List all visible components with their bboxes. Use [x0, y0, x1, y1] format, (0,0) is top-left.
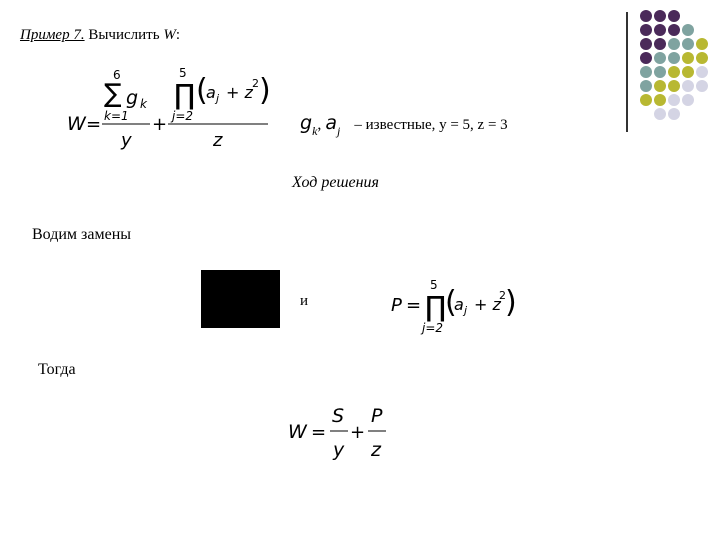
decor-dot: [654, 10, 666, 22]
decor-dot: [640, 94, 652, 106]
formula-p-prod-lower: j=2: [422, 321, 444, 335]
decor-dot: [654, 52, 666, 64]
formula-p-prod-upper: 5: [430, 278, 438, 292]
z-term: + z: [226, 83, 253, 102]
target-variable: W: [163, 27, 176, 43]
formula-p-close-paren: ): [505, 285, 517, 320]
decor-dot: [654, 38, 666, 50]
decor-dot: [682, 80, 694, 92]
final-y: y: [333, 439, 345, 461]
decor-dot: [668, 38, 680, 50]
slide-title: [20, 27, 180, 44]
z-exponent: 2: [252, 77, 259, 90]
denominator-z: z: [213, 130, 223, 151]
formula-p-eq: =: [406, 295, 422, 316]
decor-dot: [640, 80, 652, 92]
g-term: g: [126, 87, 139, 109]
known-a: a: [325, 112, 338, 134]
decor-dot: [696, 80, 708, 92]
and-text: и: [300, 293, 309, 309]
sum-symbol: ∑: [104, 79, 122, 109]
prod-lower: j=2: [172, 109, 194, 123]
formula-main-eq: =: [86, 114, 102, 135]
decor-dot: [668, 108, 680, 120]
decor-dot: [668, 24, 680, 36]
known-text: – известные, y = 5, z = 3: [354, 117, 508, 133]
decor-dot: [682, 94, 694, 106]
g-subscript: k: [140, 97, 147, 111]
final-s: S: [332, 405, 345, 427]
known-a-sub: j: [337, 124, 341, 138]
example-label: Пример 7.: [20, 27, 85, 43]
a-term: a: [206, 83, 216, 102]
then-text: Тогда: [38, 361, 76, 378]
formula-final: [282, 400, 392, 466]
final-w: W: [288, 421, 307, 443]
decorative-dot-grid: [640, 10, 712, 120]
decor-dot: [682, 24, 694, 36]
decor-dot: [682, 66, 694, 78]
close-paren: ): [259, 73, 271, 108]
decor-dot: [668, 80, 680, 92]
final-p: P: [371, 405, 383, 427]
formula-p-open-paren: (: [445, 285, 457, 320]
decor-dot: [696, 66, 708, 78]
solution-heading: Ход решения: [292, 174, 379, 191]
open-paren: (: [196, 73, 208, 108]
formula-main: [60, 60, 280, 155]
decor-dot: [682, 52, 694, 64]
decorative-divider: [626, 12, 628, 132]
known-values: [300, 112, 508, 138]
known-g: g: [300, 112, 313, 134]
decor-dot: [668, 52, 680, 64]
formula-main-plus: +: [152, 114, 168, 135]
sum-lower: k=1: [104, 109, 129, 123]
decor-dot: [654, 94, 666, 106]
final-z: z: [371, 439, 381, 461]
decor-dot: [640, 52, 652, 64]
decor-dot: [654, 24, 666, 36]
decor-dot: [654, 108, 666, 120]
prod-upper: 5: [179, 66, 187, 80]
prod-symbol: ∏: [174, 78, 196, 111]
formula-p-a: a: [454, 295, 464, 314]
decor-dot: [640, 38, 652, 50]
decor-dot: [668, 10, 680, 22]
formula-s-image: [201, 270, 280, 328]
a-subscript: j: [216, 92, 220, 105]
formula-main-w: W: [67, 113, 86, 135]
decor-dot: [654, 66, 666, 78]
decor-dot: [668, 94, 680, 106]
decor-dot: [640, 66, 652, 78]
title-colon: :: [175, 27, 180, 43]
known-g-sub: k: [312, 124, 318, 138]
decor-dot: [682, 38, 694, 50]
decor-dot: [654, 80, 666, 92]
instruction-text: Вычислить: [88, 27, 160, 43]
decor-dot: [696, 52, 708, 64]
formula-p-a-sub: j: [464, 304, 468, 317]
decor-dot: [696, 38, 708, 50]
formula-p-p: P: [391, 295, 402, 316]
decor-dot: [640, 10, 652, 22]
sum-upper: 6: [113, 68, 121, 82]
formula-p-exp: 2: [499, 289, 506, 302]
final-eq: =: [311, 422, 327, 443]
decor-dot: [640, 24, 652, 36]
known-comma: ,: [317, 116, 322, 133]
final-plus: +: [350, 422, 366, 443]
decor-dot: [668, 66, 680, 78]
formula-p-z: + z: [474, 295, 501, 314]
replace-text: Водим замены: [32, 226, 131, 243]
formula-p: [385, 272, 525, 340]
formula-p-prod-symbol: ∏: [425, 290, 447, 323]
denominator-y: y: [121, 130, 132, 151]
